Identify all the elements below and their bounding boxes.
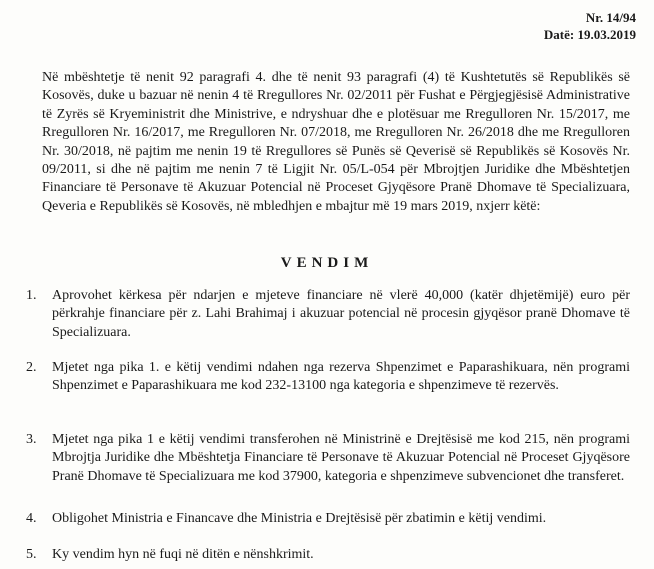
item-text: Mjetet nga pika 1. e këtij vendimi ndahen nga rezerva Shpenzimet e Paparashikuara, nën programi Shpenzimet e Paparashikuara me kod 232-13100 nga kategoria e shpenzimeve të rezervës. (52, 360, 630, 394)
item-number: 2. (26, 360, 37, 375)
item-number: 3. (26, 432, 37, 447)
item-number: 1. (26, 288, 37, 303)
reference-block (544, 9, 636, 43)
item-text: Aprovohet kërkesa për ndarjen e mjeteve financiare në vlerë 40,000 (katër dhjetëmijë) euro për përkrahje financiare për z. Lahi Brahimaj i akuzuar potencial në procesin gjyqësor pranë Dhomave të Specializuara. (52, 288, 630, 340)
item-text: Ky vendim hyn në fuqi në ditën e nënshkrimit. (52, 547, 314, 562)
item-number: 4. (26, 511, 37, 526)
item-text: Mjetet nga pika 1 e këtij vendimi transferohen në Ministrinë e Drejtësisë me kod 215, nën programi Mbrojtja Juridike dhe Mbështetja Financiare të Personave të Akuzuar Potencial në Proceset Gjyqësore Pranë Dhomave të Specializuara me kod 37900, kategoria e shpenzimeve subvencionet dhe transferet. (52, 432, 630, 484)
preamble-paragraph: Në mbështetje të nenit 92 paragrafi 4. dhe të nenit 93 paragrafi (4) të Kushtetutës së Republikës së Kosovës, duke u bazuar në nenin 4 të Rregullores Nr. 02/2011 për Fushat e Përgjegjësisë Administrative të Zyrës së Kryeministrit dhe Ministrive, e ndryshuar dhe e plotësuar me Rregulloren Nr. 15/2017, me Rregulloren Nr. 16/2017, me Rregulloren Nr. 07/2018, me Rregulloren Nr. 26/2018 dhe me Rregulloren Nr. 30/2018, në pajtim me nenin 19 të Rregullores së Punës së Qeverisë së Republikës së Kosovës Nr. 09/2011, si dhe në pajtim me nenin 7 të Ligjit Nr. 05/L-054 për Mbrojtjen Juridike dhe Mbështetjen Financiare të Personave të Akuzuar Potencial në Proceset Gjyqësore Pranë Dhomave të Specializuara, Qeveria e Republikës së Kosovës, në mbledhjen e mbajtur më 19 mars 2019, nxjerr këtë: (42, 70, 630, 214)
item-number: 5. (26, 547, 37, 562)
decision-date: Datë: 19.03.2019 (543, 27, 636, 42)
item-text: Obligohet Ministria e Financave dhe Ministria e Drejtësisë për zbatimin e këtij vendimi. (52, 511, 547, 526)
document-heading: VENDIM (280, 255, 374, 271)
decision-number: Nr. 14/94 (585, 10, 636, 25)
